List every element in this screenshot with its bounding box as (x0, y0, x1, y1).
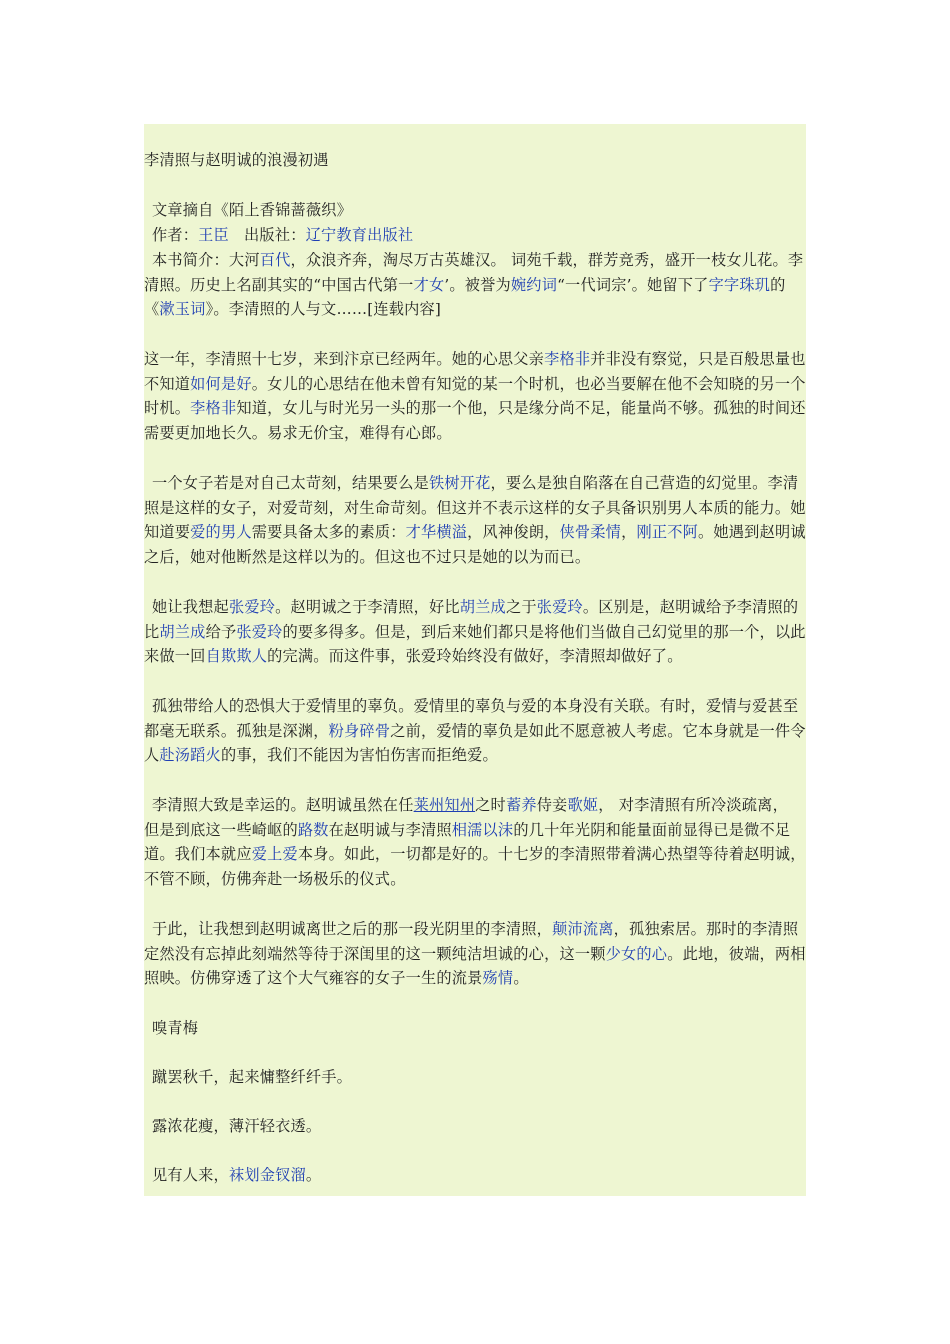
text-run: 的完满。而这件事，张爱玲始终没有做好，李清照却做好了。 (267, 647, 683, 666)
publisher-link[interactable]: 辽宁教育出版社 (305, 226, 414, 244)
meta-line (144, 223, 814, 248)
text-run: 孤独带给人的恐惧大于爱情里的辜负。爱情里的辜负与爱的本身没有关联。有时，爱情与爱甚至都毫无联系。孤独是深渊， (144, 697, 799, 740)
inline-link[interactable]: 赴汤蹈火 (159, 746, 221, 765)
text-run: ’。被誉为 (444, 275, 511, 294)
article-body (144, 124, 806, 1196)
article-title: 李清照与赵明诚的浪漫初遇 (144, 151, 329, 169)
inline-link[interactable]: 殇情 (482, 969, 514, 988)
intro-paragraph (144, 248, 806, 322)
body-paragraph (144, 793, 806, 892)
inline-link[interactable]: 歌姬 (567, 796, 599, 814)
text-run: ，孤独索居。那时的李清照定然没有忘掉此刻端然等待于深闺里的这一颗纯洁坦诚的心，这一颗 (144, 920, 799, 963)
text-run: ， (621, 523, 637, 542)
inline-link[interactable]: 张爱玲 (536, 598, 583, 616)
text-run: 的《 (144, 275, 786, 319)
inline-link[interactable]: 胡兰成 (159, 622, 206, 641)
poem-line (144, 1114, 814, 1139)
inline-link[interactable]: 爱上爱 (251, 845, 298, 864)
poem-line (144, 1065, 814, 1090)
text-run: 本书简介：大河 (152, 251, 260, 269)
inline-link[interactable]: 才华横溢 (405, 523, 468, 542)
text-run: 。 (513, 969, 529, 988)
publisher-label: 出版社： (244, 226, 306, 244)
body-paragraph (144, 694, 806, 768)
text-run: ，要么是独自陷落在自己营造的幻觉里。李清照是这样的女子，对爱苛刻，对生命苛刻。但这并不表示这样的女子具备识别男人本质的能力。她知道要 (144, 474, 806, 542)
text-run: 侍妾 (536, 796, 568, 814)
inline-link[interactable]: 如何是好 (190, 374, 252, 393)
inline-link[interactable]: 百代 (259, 251, 291, 269)
inline-link[interactable]: 张爱玲 (236, 622, 283, 641)
text-run: 。此地，彼端，两相照映。仿佛穿透了这个大气雍容的女子一生的流景 (144, 944, 806, 988)
text-run: 于此，让我想到赵明诚离世之后的那一段光阴里的李清照， (152, 920, 553, 938)
inline-link[interactable]: 婉约词 (510, 275, 558, 294)
inline-link[interactable]: 张爱玲 (228, 598, 276, 616)
text-run: “一代词宗’。她留下了 (557, 275, 709, 294)
text-run: 之前，爱情的辜负是如此不愿意被人考虑。它本身就是一件令人 (144, 721, 806, 765)
inline-link[interactable]: 颠沛流离 (552, 920, 614, 938)
text-run: 蹴罢秋千，起来慵整纤纤手。 (152, 1068, 353, 1086)
body-paragraph (144, 471, 806, 570)
text-run: 的几十年光阴和能量面前显得已是微不足道。我们本就应 (144, 820, 791, 864)
text-run: ，众浪齐奔，淘尽万古英雄汉。 词苑千载，群芳竞秀，盛开一枝女儿花。李清照。历史上名副其实的“中国古代第一 (144, 251, 804, 294)
text-run: 的要多得多。但是，到后来她们都只是将他们当做自己幻觉里的那一个，以此来做一回 (144, 622, 806, 666)
inline-link[interactable]: 字字珠玑 (708, 275, 771, 294)
text-run: 的事，我们不能因为害怕伤害而拒绝爱。 (220, 746, 498, 765)
text-run: 需要具备太多的素质： (251, 523, 406, 542)
text-run: 。赵明诚之于李清照，好比 (275, 598, 460, 616)
inline-link[interactable]: 刚正不阿 (636, 523, 699, 542)
text-run: 李清照大致是幸运的。赵明诚虽然在任 (152, 796, 414, 814)
text-run: 知道，女儿与时光另一头的那一个他，只是缘分尚不足，能量尚不够。孤独的时间还需要更加地长久。易求无价宝，难得有心郎。 (144, 399, 806, 443)
inline-link[interactable]: 粉身碎骨 (328, 721, 391, 740)
text-run: 给予 (205, 622, 237, 641)
body-paragraph (144, 917, 806, 991)
text-run: 见有人来， (152, 1166, 229, 1184)
inline-link[interactable]: 爱的男人 (190, 523, 252, 542)
text-run: 。 (305, 1166, 322, 1184)
inline-link[interactable]: 铁树开花 (428, 474, 491, 492)
text-run: 。区别是，赵明诚给予李清照的比 (144, 598, 799, 641)
inline-link[interactable]: 少女的心 (605, 944, 668, 963)
inline-link[interactable]: 侠骨柔情 (559, 523, 622, 542)
text-run: 本身。如此，一切都是好的。十七岁的李清照带着满心热望等待着赵明诚，不管不顾，仿佛奔赴一场极乐的仪式。 (144, 845, 806, 889)
text-run: ，风神俊朗， (467, 523, 560, 542)
inline-link[interactable]: 漱玉词 (159, 300, 206, 319)
poem-title: 嗅青梅 (152, 1019, 199, 1037)
text-run: 她让我想起 (152, 598, 229, 616)
inline-link[interactable]: 李格非 (190, 399, 237, 418)
text-run: 》。李清照的人与文……[连载内容] (205, 300, 442, 319)
text-run: 。她遇到赵明诚之后，她对他断然是这样以为的。但这也不过只是她的以为而已。 (144, 523, 806, 567)
text-run: 在赵明诚与李清照 (328, 820, 452, 839)
text-run: 并非没有察觉，只是百般思量也不知道 (144, 350, 806, 393)
text-run: 露浓花瘦，薄汗轻衣透。 (152, 1117, 322, 1135)
inline-link[interactable]: 胡兰成 (459, 598, 506, 616)
inline-link[interactable]: 袜划金钗溜 (228, 1166, 306, 1184)
inline-link[interactable]: 李格非 (544, 350, 591, 368)
text-run: ， 对李清照有所冷淡疏离， 但是到底这一些崎岖的 (144, 796, 788, 839)
source-line: 文章摘自《陌上香锦蔷薇织》 (152, 201, 353, 219)
body-paragraph (144, 595, 806, 669)
body-paragraph (144, 347, 806, 446)
inline-link[interactable]: 才女 (413, 275, 445, 294)
inline-link[interactable]: 路数 (297, 820, 329, 839)
inline-link[interactable]: 相濡以沫 (451, 820, 514, 839)
inline-link[interactable]: 蓄养 (505, 796, 537, 814)
author-label: 作者： (152, 226, 199, 244)
inline-link[interactable]: 自欺欺人 (205, 647, 268, 666)
inline-link[interactable]: 莱州知州 (413, 796, 476, 814)
text-run: 之时 (475, 796, 506, 814)
text-run: 之于 (505, 598, 537, 616)
text-run: 一个女子若是对自己太苛刻，结果要么是 (152, 474, 429, 492)
text-run: 。女儿的心思结在他未曾有知觉的某一个时机，也必当要解在他不会知晓的另一个时机。 (144, 374, 806, 418)
text-run: 这一年，李清照十七岁，来到汴京已经两年。她的心思父亲 (144, 350, 545, 368)
poem-line (144, 1163, 814, 1188)
author-link[interactable]: 王臣 (198, 226, 229, 244)
